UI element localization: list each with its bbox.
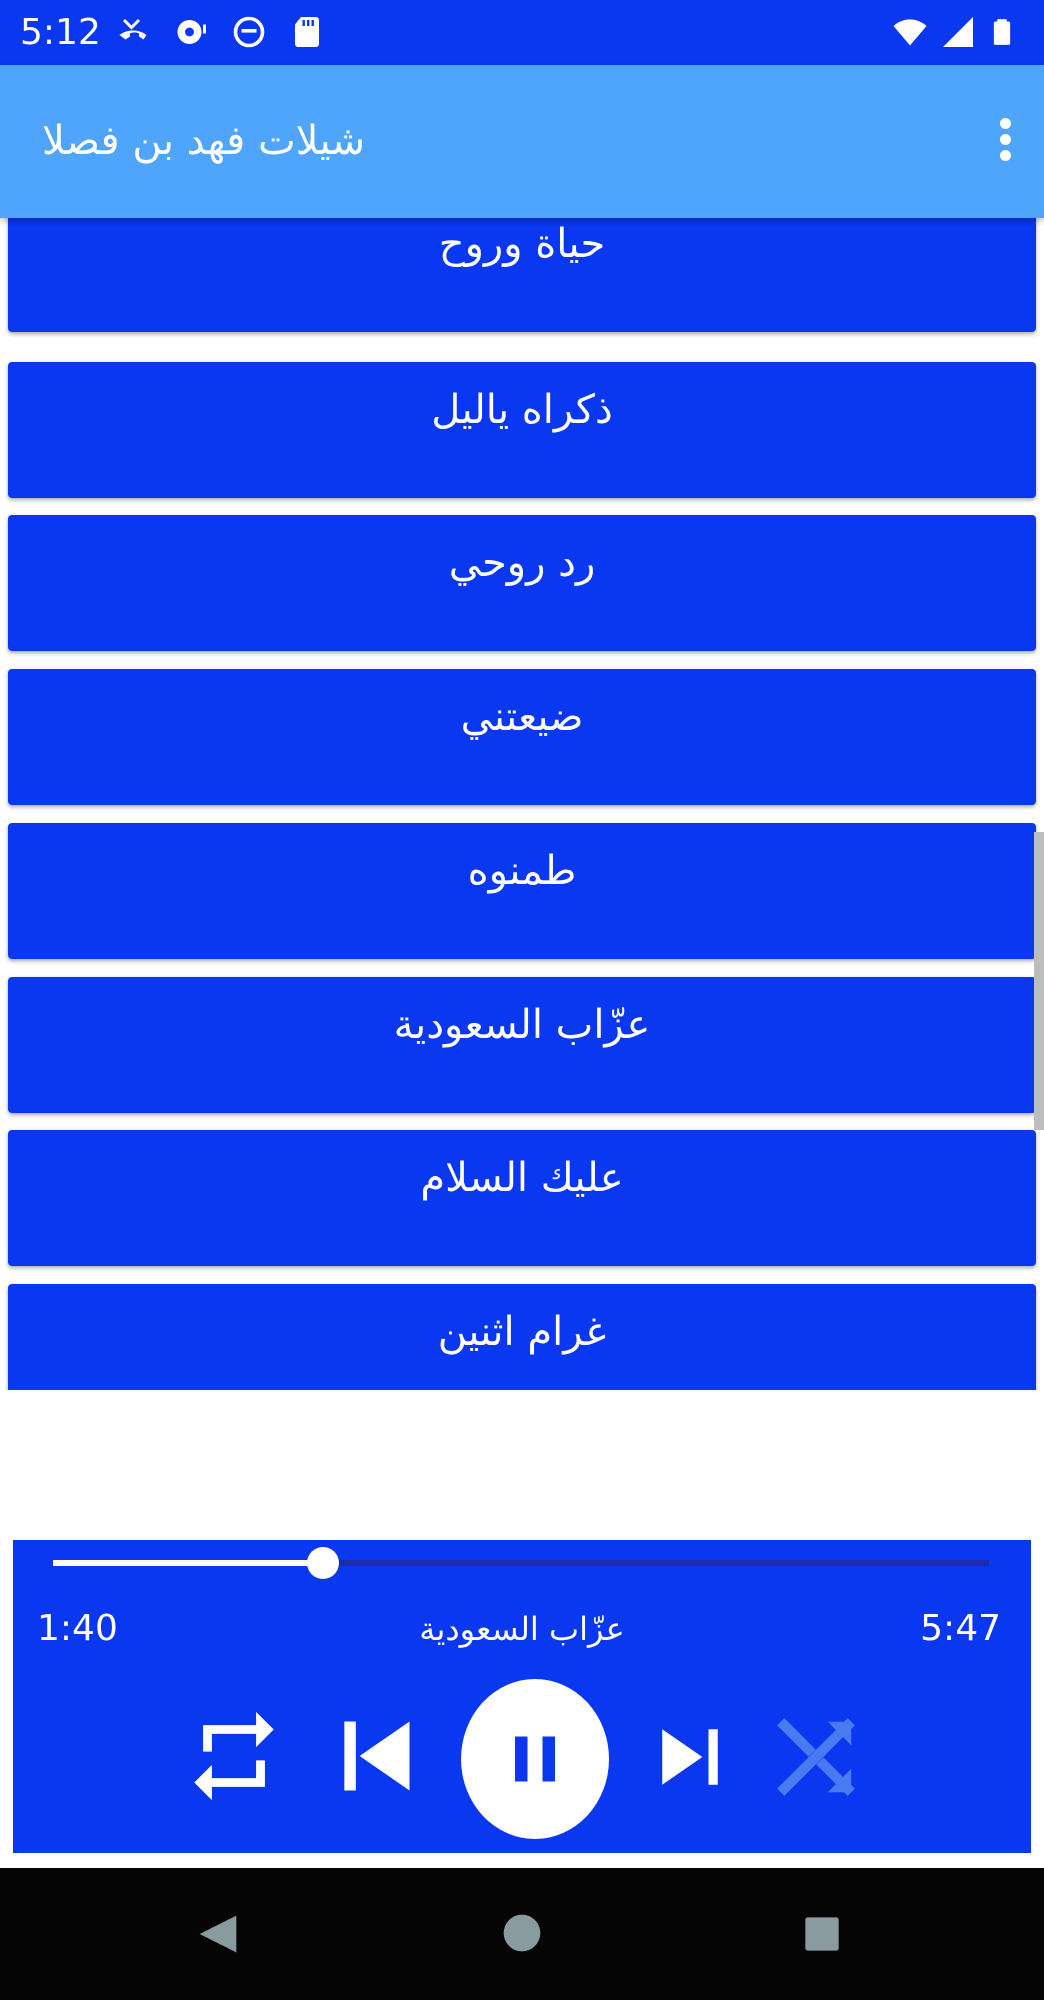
song-item[interactable]: [8, 515, 1036, 651]
seek-progress: [53, 1560, 323, 1566]
song-item[interactable]: [8, 977, 1036, 1113]
status-time: 5:12: [20, 12, 101, 53]
wifi-icon: [892, 14, 928, 50]
more-vertical-icon: [1000, 118, 1011, 129]
song-title: غرام اثنين: [437, 1309, 607, 1355]
signal-icon: [940, 14, 976, 50]
shuffle-icon[interactable]: [769, 1710, 863, 1804]
more-options-button[interactable]: [990, 115, 1020, 171]
next-icon[interactable]: [653, 1720, 727, 1794]
seek-thumb[interactable]: [307, 1547, 339, 1579]
hotspot-icon: [173, 14, 209, 50]
back-icon[interactable]: [196, 1910, 240, 1958]
song-item[interactable]: [8, 1284, 1036, 1390]
home-icon[interactable]: [502, 1913, 542, 1953]
song-item[interactable]: [8, 669, 1036, 805]
system-nav-bar: [0, 1868, 1044, 2000]
status-notification-icons: [115, 14, 325, 50]
total-time: 5:47: [920, 1608, 1001, 1649]
seek-bar[interactable]: [53, 1560, 989, 1566]
song-item[interactable]: [8, 823, 1036, 959]
recents-icon[interactable]: [802, 1913, 842, 1955]
song-item[interactable]: [8, 362, 1036, 498]
previous-icon[interactable]: [329, 1710, 421, 1802]
song-title: طمنوه: [467, 848, 577, 894]
song-title: عليك السلام: [420, 1155, 624, 1201]
current-time: 1:40: [37, 1608, 118, 1649]
song-title: حياة وروح: [438, 221, 606, 267]
missed-call-icon: [115, 14, 151, 50]
repeat-icon[interactable]: [181, 1700, 287, 1812]
app-bar: [0, 65, 1044, 218]
song-item[interactable]: [8, 1130, 1036, 1266]
pause-button[interactable]: [461, 1679, 609, 1839]
list-scrollbar[interactable]: [1034, 832, 1044, 1130]
media-player: [13, 1540, 1031, 1853]
song-title: رد روحي: [448, 540, 596, 586]
battery-icon: [988, 14, 1016, 50]
now-playing-title: عزّاب السعودية: [419, 1610, 625, 1648]
song-list[interactable]: [0, 218, 1044, 1390]
pause-icon: [505, 1729, 565, 1789]
song-title: عزّاب السعودية: [393, 1002, 651, 1048]
status-bar: [0, 0, 1044, 65]
status-system-icons: [892, 14, 1016, 50]
sd-card-icon: [289, 14, 325, 50]
song-item[interactable]: [8, 218, 1036, 332]
app-title: شيلات فهد بن فصلا: [42, 118, 366, 164]
song-title: ضيعتني: [460, 694, 584, 740]
accessibility-icon: [231, 14, 267, 50]
song-title: ذكراه ياليل: [431, 387, 613, 433]
